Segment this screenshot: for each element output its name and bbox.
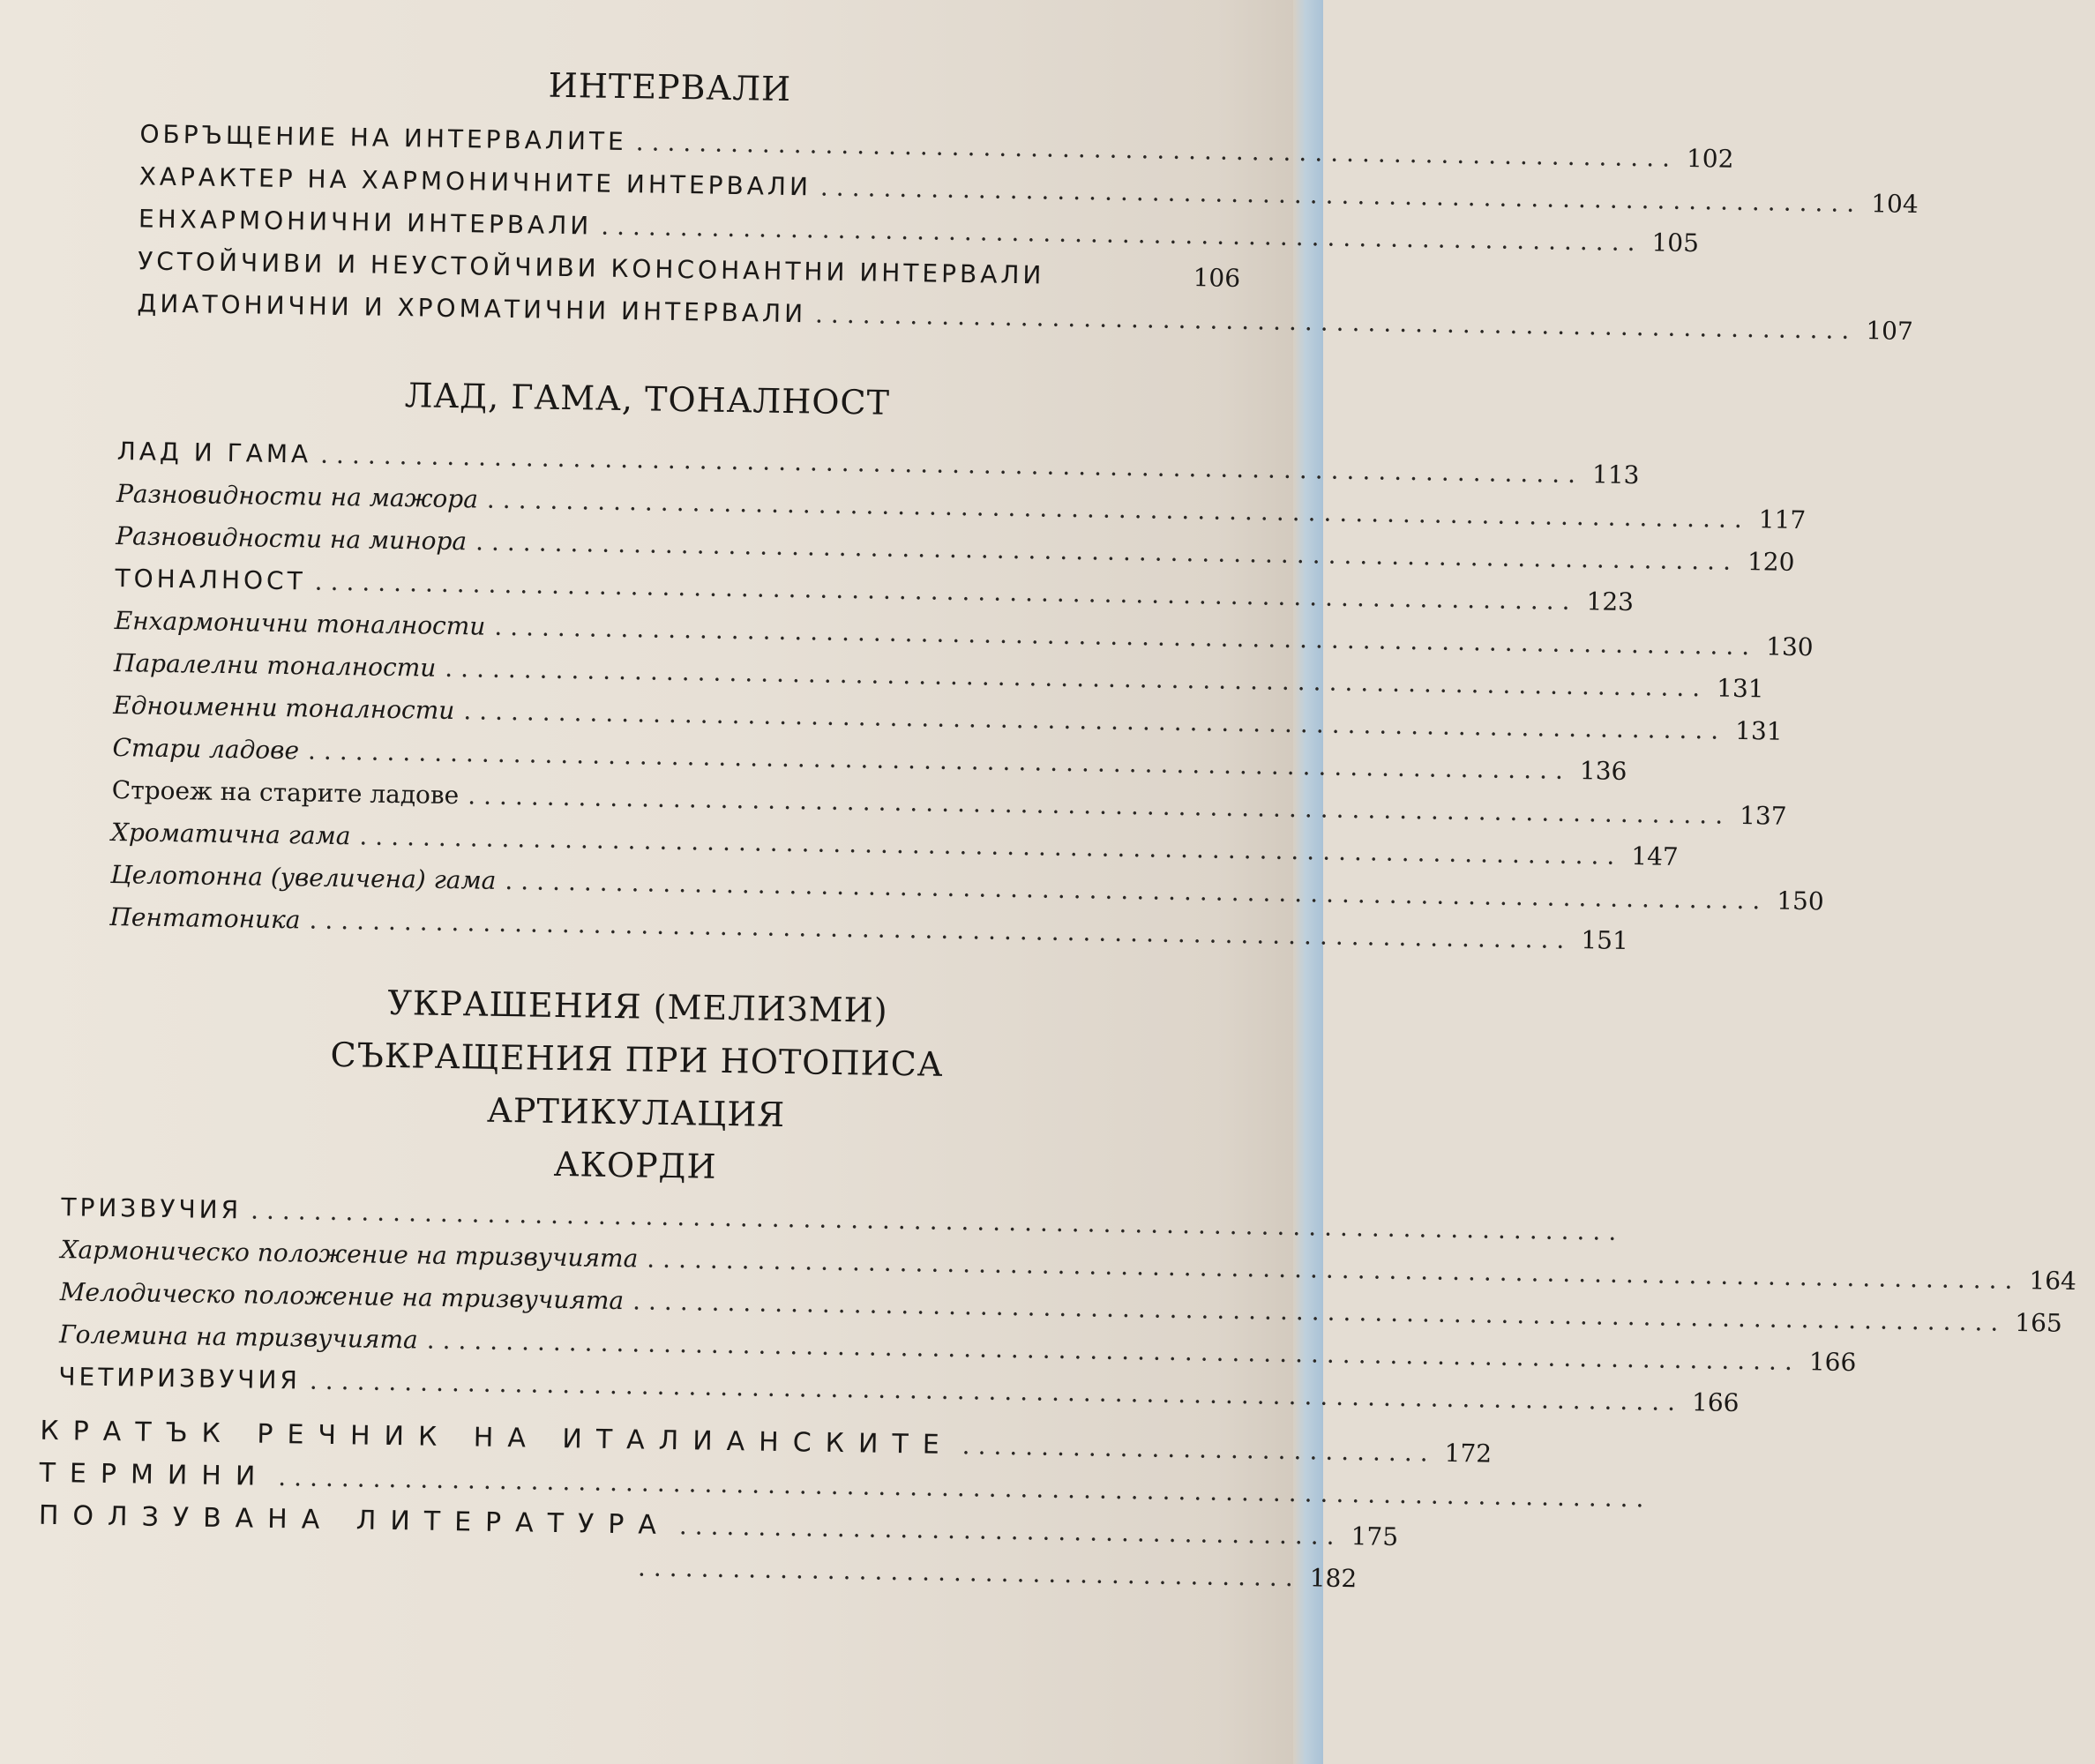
chords-list xyxy=(58,1186,2077,1418)
toc-entry-page: 165 xyxy=(2015,1307,2063,1338)
heading-line: АКОРДИ xyxy=(553,1144,717,1186)
dot-leader: ....................................................................................... xyxy=(632,1286,2007,1337)
toc-entry-title: Разновидности на минора xyxy=(116,521,468,557)
toc-entry-page: 130 xyxy=(1765,632,1814,662)
toc-entry-page: 166 xyxy=(1691,1387,1740,1418)
dot-leader: ................................................................................ xyxy=(475,527,1740,576)
toc-entry-title: Стари ладове xyxy=(112,733,300,766)
dot-leader: ................................................................................ xyxy=(505,866,1769,916)
dot-leader: .................................................................. xyxy=(814,299,1858,346)
toc-entry-page: 172 xyxy=(1444,1438,1493,1469)
toc-entry-page: 151 xyxy=(1581,925,1629,956)
dot-leader: .............................. xyxy=(961,1431,1436,1468)
dot-leader: ................................................................................ xyxy=(468,781,1732,830)
dot-leader: ................................................................................ xyxy=(486,484,1751,534)
toc-entry-title: Едноименни тоналности xyxy=(113,691,455,726)
intervals-list xyxy=(137,113,1919,347)
toc-entry-page: 131 xyxy=(1734,715,1783,746)
toc-entry-title: Строеж на старите ладове xyxy=(111,774,460,811)
dot-leader: ....................................................................................... xyxy=(426,1325,1801,1377)
table-of-contents xyxy=(38,49,2077,1598)
heading-line: УКРАШЕНИЯ (МЕЛИЗМИ) xyxy=(387,983,888,1030)
toc-entry-page: 150 xyxy=(1777,886,1824,916)
toc-entry-page xyxy=(1660,1507,1704,1508)
toc-entry-page: 102 xyxy=(1686,143,1734,174)
dot-leader: ....................................................................................... xyxy=(647,1244,2021,1296)
toc-entry-page: 175 xyxy=(1351,1521,1399,1552)
toc-entry-title: Енхармонични тоналности xyxy=(114,606,486,641)
toc-entry-title: Мелодическо положение на тризвучията xyxy=(59,1277,625,1316)
toc-entry-title: КРАТЪК РЕЧНИК НА ИТАЛИАНСКИТЕ xyxy=(40,1415,954,1461)
appendix-list xyxy=(38,1410,1652,1598)
dot-leader: ................................................................................ xyxy=(307,736,1572,785)
toc-entry-page: 137 xyxy=(1739,800,1787,831)
toc-entry-title: ЕНХАРМОНИЧНИ ИНТЕРВАЛИ xyxy=(138,204,593,241)
heading-line: АРТИКУЛАЦИЯ xyxy=(486,1090,786,1135)
toc-entry-page: 120 xyxy=(1747,547,1795,577)
toc-entry-page: 164 xyxy=(2029,1266,2077,1297)
toc-entry-page: 147 xyxy=(1631,841,1679,871)
dot-leader: ................................................................................ xyxy=(463,696,1727,745)
toc-entry-page xyxy=(1633,1240,1677,1241)
toc-entry-title: Хроматична гама xyxy=(110,817,351,851)
toc-entry-page: 131 xyxy=(1716,673,1764,704)
dot-leader: ....................................................................................... xyxy=(309,1365,1684,1417)
toc-entry-title: ТЕРМИНИ xyxy=(39,1457,270,1492)
dot-leader: ................................................................................ xyxy=(445,653,1709,703)
toc-entry-title: Паралелни тоналности xyxy=(113,648,437,683)
toc-entry-page: 106 xyxy=(1193,263,1241,294)
toc-entry-page: 117 xyxy=(1758,505,1807,535)
dot-leader: .................................................................. xyxy=(635,127,1679,173)
dot-leader: ....................................................................................... xyxy=(278,1462,1652,1514)
toc-entry-title: Големина на тризвучията xyxy=(58,1319,418,1355)
section-heading-mode: ЛАД, ГАМА, ТОНАЛНОСТ xyxy=(404,376,891,422)
toc-entry-title: ТРИЗВУЧИЯ xyxy=(61,1192,243,1225)
toc-entry-title: ПОЛЗУВАНА ЛИТЕРАТУРА xyxy=(38,1499,671,1542)
dot-leader xyxy=(1053,284,1184,286)
toc-entry-page: 166 xyxy=(1808,1347,1857,1378)
dot-leader: .......................................... xyxy=(678,1511,1343,1551)
toc-entry-title: Разновидности на мажора xyxy=(116,479,479,514)
toc-entry-title: ЛАД И ГАМА xyxy=(116,437,312,469)
mode-list xyxy=(109,430,1824,956)
toc-entry-title: Пентатоника xyxy=(109,901,301,935)
toc-entry-page: 105 xyxy=(1651,228,1700,258)
toc-entry-title: УСТОЙЧИВИ И НЕУСТОЙЧИВИ КОНСОНАНТНИ ИНТЕРВАЛИ xyxy=(137,246,1045,290)
dot-leader: .................................................................. xyxy=(819,172,1863,219)
toc-entry-title: ХАРАКТЕР НА ХАРМОНИЧНИТЕ ИНТЕРВАЛИ xyxy=(138,161,812,202)
toc-entry-page: 104 xyxy=(1870,189,1919,220)
toc-entry-title: ОБРЪЩЕНИЕ НА ИНТЕРВАЛИТЕ xyxy=(139,119,627,157)
section-heading-ornaments xyxy=(44,971,1230,1201)
section-heading-intervals: ИНТЕРВАЛИ xyxy=(548,65,792,108)
toc-entry-page: 123 xyxy=(1586,587,1635,617)
dot-leader: ................................................................................ xyxy=(359,821,1623,871)
dot-leader: ................................................................................ xyxy=(309,905,1573,955)
toc-entry-page: 136 xyxy=(1579,756,1627,786)
dot-leader: ................................................................................ xyxy=(314,566,1578,617)
toc-entry-page: 182 xyxy=(1309,1563,1358,1594)
toc-entry-title: ДИАТОНИЧНИ И ХРОМАТИЧНИ ИНТЕРВАЛИ xyxy=(137,288,807,329)
dot-leader: .................................................................. xyxy=(600,211,1643,258)
dot-leader: ................................................................................ xyxy=(319,439,1584,490)
dot-leader: ....................................................................................... xyxy=(250,1195,1625,1246)
heading-line: СЪКРАЩЕНИЯ ПРИ НОТОПИСА xyxy=(330,1035,944,1084)
toc-entry-title: ЧЕТИРИЗВУЧИЯ xyxy=(58,1362,302,1395)
dot-leader: ................................................................................ xyxy=(494,611,1758,662)
toc-entry-title: ТОНАЛНОСТ xyxy=(115,564,306,596)
dot-leader: .......................................... xyxy=(637,1552,1302,1593)
toc-entry-page: 107 xyxy=(1866,316,1914,347)
toc-entry-page: 113 xyxy=(1591,460,1640,490)
toc-entry-title: Целотонна (увеличена) гама xyxy=(110,859,497,895)
toc-entry-title: Хармоническо положение на тризвучията xyxy=(60,1235,639,1274)
